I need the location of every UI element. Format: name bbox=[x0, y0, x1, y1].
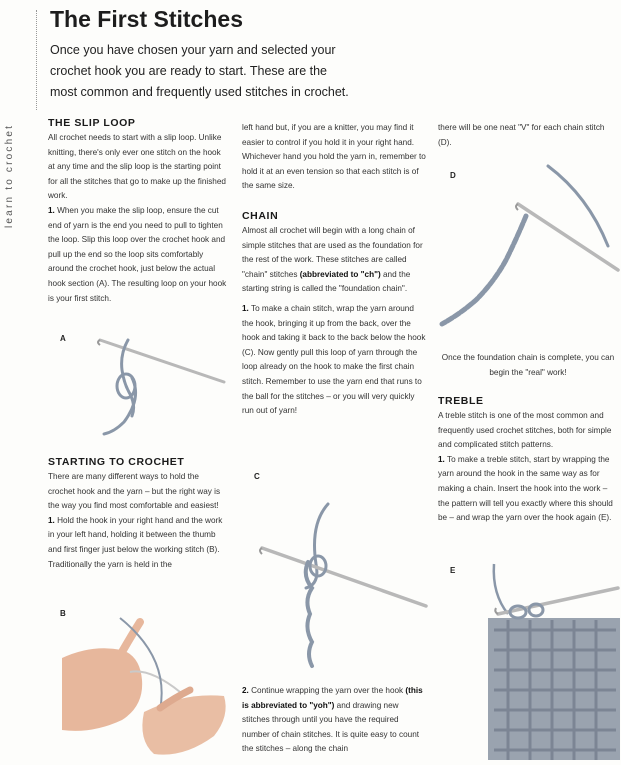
chain-step-2-block bbox=[242, 684, 426, 757]
treble-step-number: 1. bbox=[438, 454, 445, 464]
header-divider bbox=[36, 10, 38, 110]
figure-e-fabric bbox=[488, 618, 620, 760]
figure-c-chain bbox=[306, 562, 312, 666]
figure-b-left-hand bbox=[62, 648, 142, 731]
foundation-complete-block bbox=[438, 351, 618, 380]
figure-a-hook bbox=[100, 340, 224, 382]
figure-a-label: A bbox=[60, 334, 66, 343]
figure-c-chain-illustration bbox=[244, 470, 430, 670]
chain-step-1-number: 1. bbox=[242, 303, 249, 313]
chain-step-2: Continue wrapping the yarn over the hook (this is abbreviated to "yoh") and drawing new stitches through until you have the required number of chain stitches. It is quite easy to count the stitches – along the chain bbox=[242, 686, 423, 754]
starting-intro: There are many different ways to hold the crochet hook and the yarn – but the right way is the way you find most comfortable and easiest! bbox=[48, 472, 221, 511]
sidebar-text: learn to crochet bbox=[4, 123, 15, 228]
slip-loop-intro: All crochet needs to start with a slip loop. Unlike knitting, there's only ever one stitch on the hook at any time and the slip loop is the starting point for all the stitches that go to make up the finished work. bbox=[48, 133, 226, 201]
hand-tension-text: left hand but, if you are a knitter, you may find it easier to control if you hold it in your right hand. Whichever hand you hold the yarn in, remember to hold it at an even tension so that each stitch is of the same size. bbox=[242, 123, 426, 191]
sidebar-section-label bbox=[4, 28, 20, 238]
slip-loop-section bbox=[48, 117, 228, 306]
figure-d-label: D bbox=[450, 171, 456, 180]
slip-loop-step-number: 1. bbox=[48, 205, 55, 215]
chain-intro: Almost all crochet will begin with a long chain of simple stitches that are used as the foundation for the rest of the work. These stitches are called "chain" stitches (abbreviated to "ch") and the starting string is called the "foundation chain". bbox=[242, 226, 423, 294]
figure-c-hook bbox=[262, 548, 426, 606]
intro-text: Once you have chosen your yarn and selected your crochet hook you are ready to start. These are the most common and frequently used stitches in crochet. bbox=[50, 43, 349, 99]
chain-heading: CHAIN bbox=[242, 210, 279, 222]
starting-heading: STARTING TO CROCHET bbox=[48, 456, 185, 468]
starting-step: Hold the hook in your right hand and the work in your left hand, holding it between the thumb and first finger just below the working stitch (B). Traditionally the yarn is held in the bbox=[48, 515, 223, 569]
figure-d-chain bbox=[442, 216, 526, 324]
slip-loop-heading: THE SLIP LOOP bbox=[48, 117, 136, 129]
figure-b-hands-illustration bbox=[60, 612, 230, 760]
figure-b-label: B bbox=[60, 609, 66, 618]
figure-c-label: C bbox=[254, 472, 260, 481]
figure-e-treble-illustration bbox=[438, 560, 620, 760]
starting-step-number: 1. bbox=[48, 515, 55, 525]
treble-step: To make a treble stitch, start by wrapping the yarn around the hook in the same way as for making a chain. Insert the hook into the work – the pattern will tell you exactly where this should be – and wrap the yarn over the hook again (E). bbox=[438, 454, 613, 523]
chain-section bbox=[242, 210, 426, 419]
starting-section bbox=[48, 456, 228, 572]
figure-b-right-hand bbox=[142, 695, 225, 754]
chain-step-1: To make a chain stitch, wrap the yarn around the hook, bringing it up from the back, over the hook and taking it back to the back below the hook (C). Now gently pull this loop of yarn through the loop already on the hook to make the first chain stitch. Remember to use the yarn end that runs to the ball for the stitches – or you will very quickly run out of yarn! bbox=[242, 303, 426, 416]
slip-loop-step: When you make the slip loop, ensure the cut end of yarn is the end you need to pull to tighten the loop. Slip this loop over the crochet hook and pull up the end so the loop sits comfortably around the crochet hook, just below the actual hook section (A). The resulting loop on your hook is your first stitch. bbox=[48, 205, 227, 303]
treble-intro: A treble stitch is one of the most common and frequently used crochet stitches, both for simple and complicated stitch patterns. bbox=[438, 411, 612, 450]
chain-count-text: there will be one neat "V" for each chain stitch (D). bbox=[438, 123, 605, 147]
treble-section bbox=[438, 395, 618, 526]
figure-d-foundation-chain-illustration bbox=[438, 160, 620, 336]
figure-d-yarn bbox=[548, 166, 608, 246]
chain-step-2-number: 2. bbox=[242, 686, 249, 695]
column-3-top bbox=[438, 121, 618, 150]
column-2-top bbox=[242, 121, 426, 194]
figure-e-hook bbox=[498, 588, 618, 614]
figure-e-yarn bbox=[494, 564, 508, 614]
figure-e-label: E bbox=[450, 566, 456, 575]
page-title: The First Stitches bbox=[50, 6, 243, 32]
treble-heading: TREBLE bbox=[438, 395, 484, 407]
figure-a-slip-loop-illustration bbox=[48, 328, 228, 438]
foundation-complete-text: Once the foundation chain is complete, you can begin the "real" work! bbox=[441, 353, 615, 377]
